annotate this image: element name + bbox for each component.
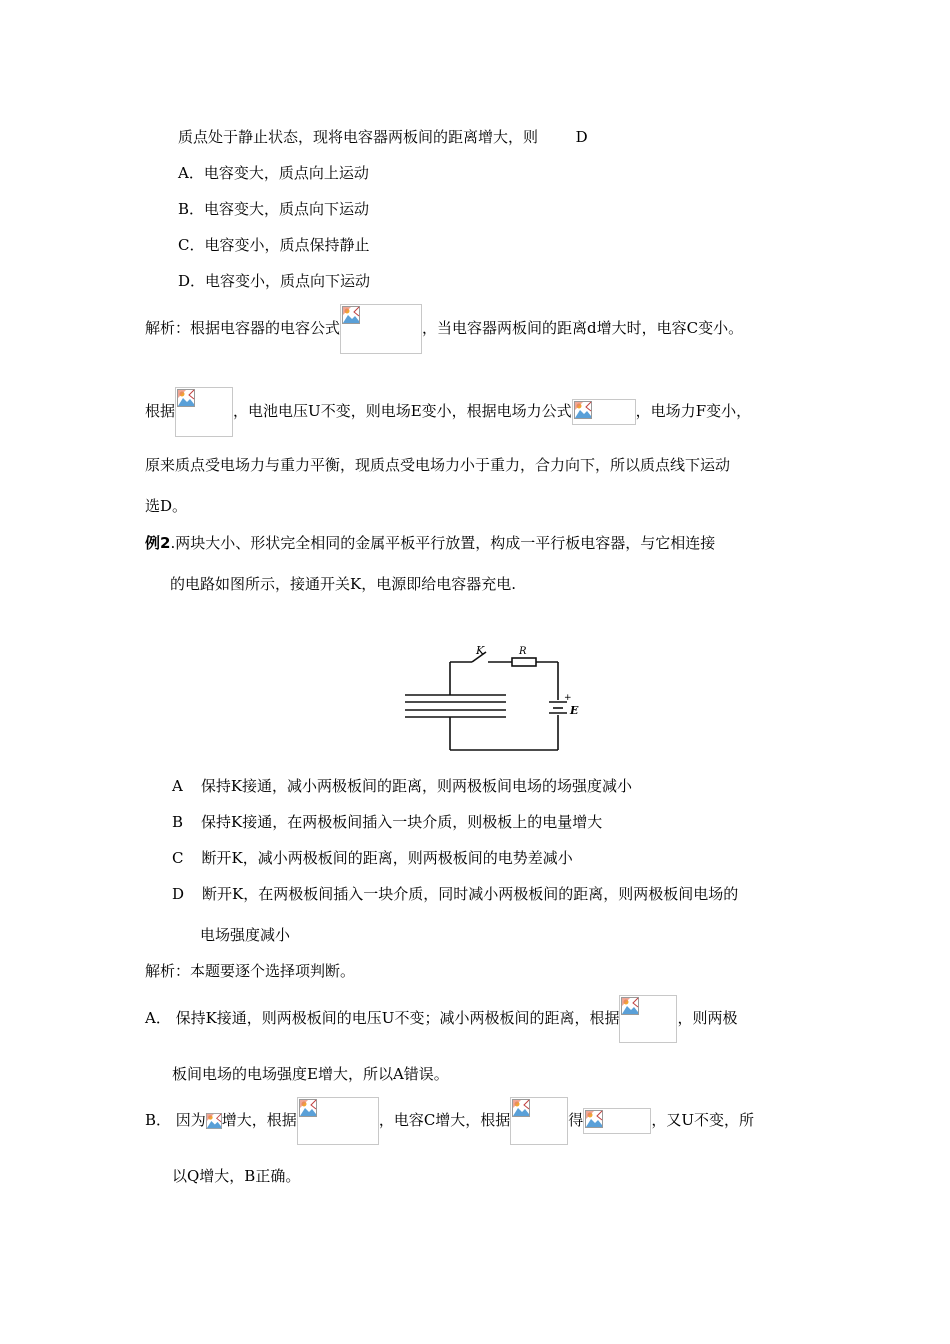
- q1-option-d: D．电容变小，质点向下运动: [178, 272, 371, 290]
- q1-answer: D: [575, 128, 588, 146]
- broken-image-icon: [621, 997, 639, 1015]
- broken-image-icon: [177, 389, 195, 407]
- capacitance-formula-image: [340, 304, 422, 354]
- q1-analysis-line4: 选D。: [145, 497, 188, 515]
- q2-analysis-b-line2: 以Q增大，B正确。: [172, 1167, 301, 1185]
- broken-image-icon: [206, 1113, 222, 1129]
- q1-stem: 质点处于静止状态，现将电容器两板间的距离增大，则 D: [178, 128, 588, 146]
- field-formula-image: [175, 387, 233, 437]
- broken-image-icon: [512, 1099, 530, 1117]
- resistor-label: R: [519, 646, 527, 657]
- q2-analysis-intro: 解析：本题要逐个选择项判断。: [145, 962, 356, 980]
- charge-formula-image: [510, 1097, 568, 1145]
- q2-analysis-b-line1: B． 因为 增大，根据 ，电容C增大，根据 得 ，又U不变，所: [145, 1095, 754, 1145]
- broken-image-icon: [299, 1099, 317, 1117]
- switch-label: K: [476, 644, 485, 657]
- broken-image-icon: [342, 306, 360, 324]
- q1-option-c: C．电容变小，质点保持静止: [178, 236, 370, 254]
- q-formula-image: [583, 1108, 651, 1134]
- q2-option-b: B 保持K接通，在两极板间插入一块介质，则极板上的电量增大: [172, 813, 603, 831]
- resistor: [512, 658, 536, 666]
- epsilon-image: [206, 1113, 222, 1129]
- battery-label: E: [570, 704, 579, 717]
- q1-analysis-line1: 解析：根据电容器的电容公式 ，当电容器两板间的距离d增大时，电容C变小。: [145, 302, 743, 354]
- battery-plus-label: +: [564, 693, 572, 703]
- field-formula-image-a: [619, 995, 677, 1043]
- q2-option-a: A 保持K接通，减小两极板间的距离，则两极板间电场的场强度减小: [172, 777, 633, 795]
- q1-option-a: A．电容变大，质点向上运动: [178, 164, 369, 182]
- q2-title-label: 例2: [145, 534, 171, 552]
- q2-analysis-a-line1: A． 保持K接通，则两极板间的电压U不变；减小两极板间的距离，根据 ，则两极: [145, 993, 737, 1043]
- q2-analysis-a-line2: 板间电场的电场强度E增大，所以A错误。: [172, 1065, 449, 1083]
- q2-option-d: D 断开K，在两极板间插入一块介质，同时减小两极板间的距离，则两极板间电场的: [172, 885, 739, 903]
- q1-option-b: B．电容变大，质点向下运动: [178, 200, 370, 218]
- q2-stem-line2: 的电路如图所示，接通开关K，电源即给电容器充电.: [170, 575, 516, 593]
- circuit-diagram: [400, 640, 580, 755]
- broken-image-icon: [574, 401, 592, 419]
- q1-analysis-line3: 原来质点受电场力与重力平衡，现质点受电场力小于重力，合力向下，所以质点线下运动: [145, 456, 731, 474]
- q1-analysis-line2: 根据 ，电池电压U不变，则电场E变小，根据电场力公式 ，电场力F变小，: [145, 385, 751, 437]
- capacitance-formula-image-b: [297, 1097, 379, 1145]
- q2-stem-line1: 例2.两块大小、形状完全相同的金属平板平行放置，构成一平行板电容器，与它相连接: [145, 534, 716, 552]
- force-formula-image: [572, 399, 636, 425]
- q2-option-c: C 断开K，减小两极板间的距离，则两极板间的电势差减小: [172, 849, 573, 867]
- q2-option-d-cont: 电场强度减小: [200, 926, 291, 944]
- broken-image-icon: [585, 1110, 603, 1128]
